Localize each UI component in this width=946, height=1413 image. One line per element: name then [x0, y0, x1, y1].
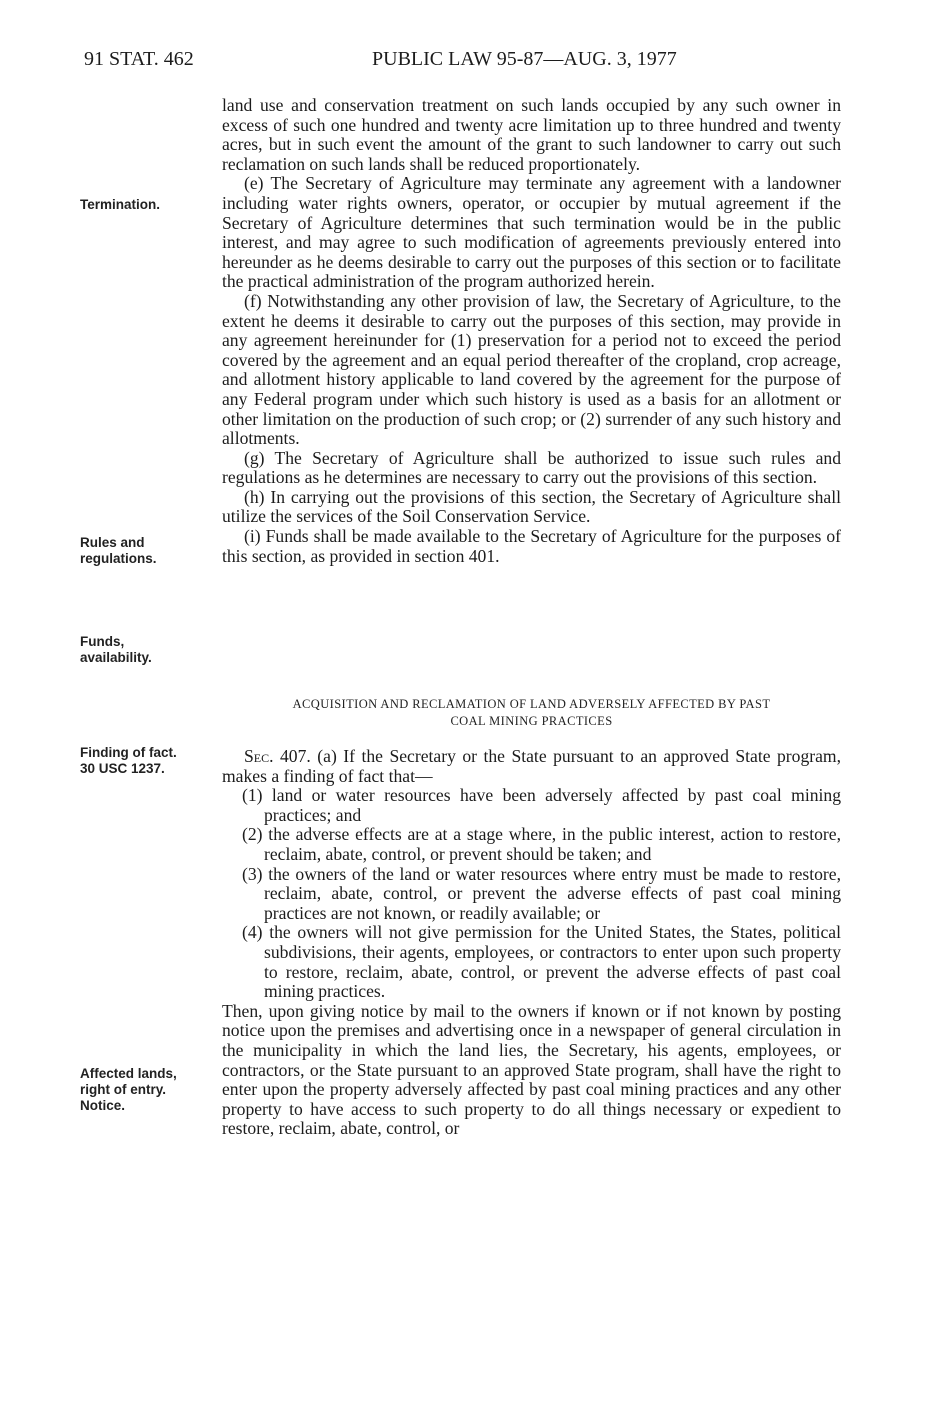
finding-item-2: (2) the adverse effects are at a stage where, in the public interest, action to restore, reclaim, abate, control, or prevent should be taken; and [242, 824, 841, 864]
body-text-upper [222, 96, 841, 566]
paragraph-g: (g) The Secretary of Agriculture shall be authorized to issue such rules and regulations as he determines are necessary to carry out the provisions of this section. [222, 447, 841, 488]
margin-note-rules: Rules and regulations. [80, 535, 157, 566]
body-text-lower [222, 747, 841, 1139]
paragraph-f: (f) Notwithstanding any other provision of law, the Secretary of Agriculture, to the extent he deems it desirable to carry out the purposes of this section, may provide in any agreement hereinunder for (1) preservation for a period not to exceed the period covered by the agreement and an equal period thereafter of the cropland, crop acreage, and allotment history applicable to land covered by the agreement for the purpose of any Federal program under which such history is used as a basis for an allotment or other limitation on the production of such crop; or (2) surrender of any such history and allotments. [222, 290, 841, 449]
margin-note-termination: Termination. [80, 197, 161, 212]
section-heading: ACQUISITION AND RECLAMATION OF LAND ADVERSELY AFFECTED BY PAST COAL MINING PRACTICES [292, 697, 771, 728]
finding-item-1: (1) land or water resources have been adversely affected by past coal mining practices; and [242, 785, 841, 825]
continuation-paragraph: land use and conservation treatment on such lands occupied by any such owner in excess of such one hundred and twenty acre limitation up to three hundred and twenty acres, but in such event the amount of the grant to such landowner to carry out such reclamation on such lands shall be reduced proportionately. [222, 95, 841, 174]
margin-note-affected-lands: Affected lands, right of entry. Notice. [80, 1066, 177, 1113]
margin-note-finding: Finding of fact. 30 USC 1237. [80, 745, 177, 776]
section-label: Sec. 407. [244, 746, 311, 766]
finding-item-4: (4) the owners will not give permission for the United States, the States, political subdivisions, their agents, employees, or contractors to enter upon such property to restore, reclaim, abate, control, or prevent the adverse effects of past coal mining practices. [242, 922, 841, 1002]
public-law-title: PUBLIC LAW 95-87—AUG. 3, 1977 [372, 48, 677, 70]
paragraph-h: (h) In carrying out the provisions of this section, the Secretary of Agriculture shall utilize the services of the Soil Conservation Service. [222, 486, 841, 527]
running-head [0, 48, 946, 74]
right-of-entry-paragraph: Then, upon giving notice by mail to the owners if known or if not known by posting notice upon the premises and advertising once in a newspaper of general circulation in the municipality in which the land lies, the Secretary, his agents, employees, or contractors, or the State pursuant to an approved State program, shall have the right to enter upon the property adversely affected by past coal mining practices and any other property to have access to such property to do all things necessary or expedient to restore, reclaim, abate, control, or [222, 1000, 841, 1139]
finding-item-3: (3) the owners of the land or water resources where entry must be made to restore, reclaim, abate, control, or prevent the adverse effects of past coal mining practices are not known, or readily available; or [242, 863, 841, 923]
statute-page-reference: 91 STAT. 462 [84, 48, 194, 70]
margin-note-funds: Funds, availability. [80, 634, 152, 665]
paragraph-e: (e) The Secretary of Agriculture may terminate any agreement with a landowner including water rights owners, operator, or occupier by mutual agreement if the Secretary of Agriculture determines that such termination would be in the public interest, and may agree to such modification of agreements previously entered into hereunder as he deems desirable to carry out the purposes of this section or to facilitate the practical administration of the program authorized herein. [222, 173, 841, 292]
paragraph-i: (i) Funds shall be made available to the Secretary of Agriculture for the purposes of this section, as provided in section 401. [222, 526, 841, 566]
section-407-intro: Sec. 407. (a) If the Secretary or the State pursuant to an approved State program, makes a finding of fact that— [222, 746, 841, 786]
